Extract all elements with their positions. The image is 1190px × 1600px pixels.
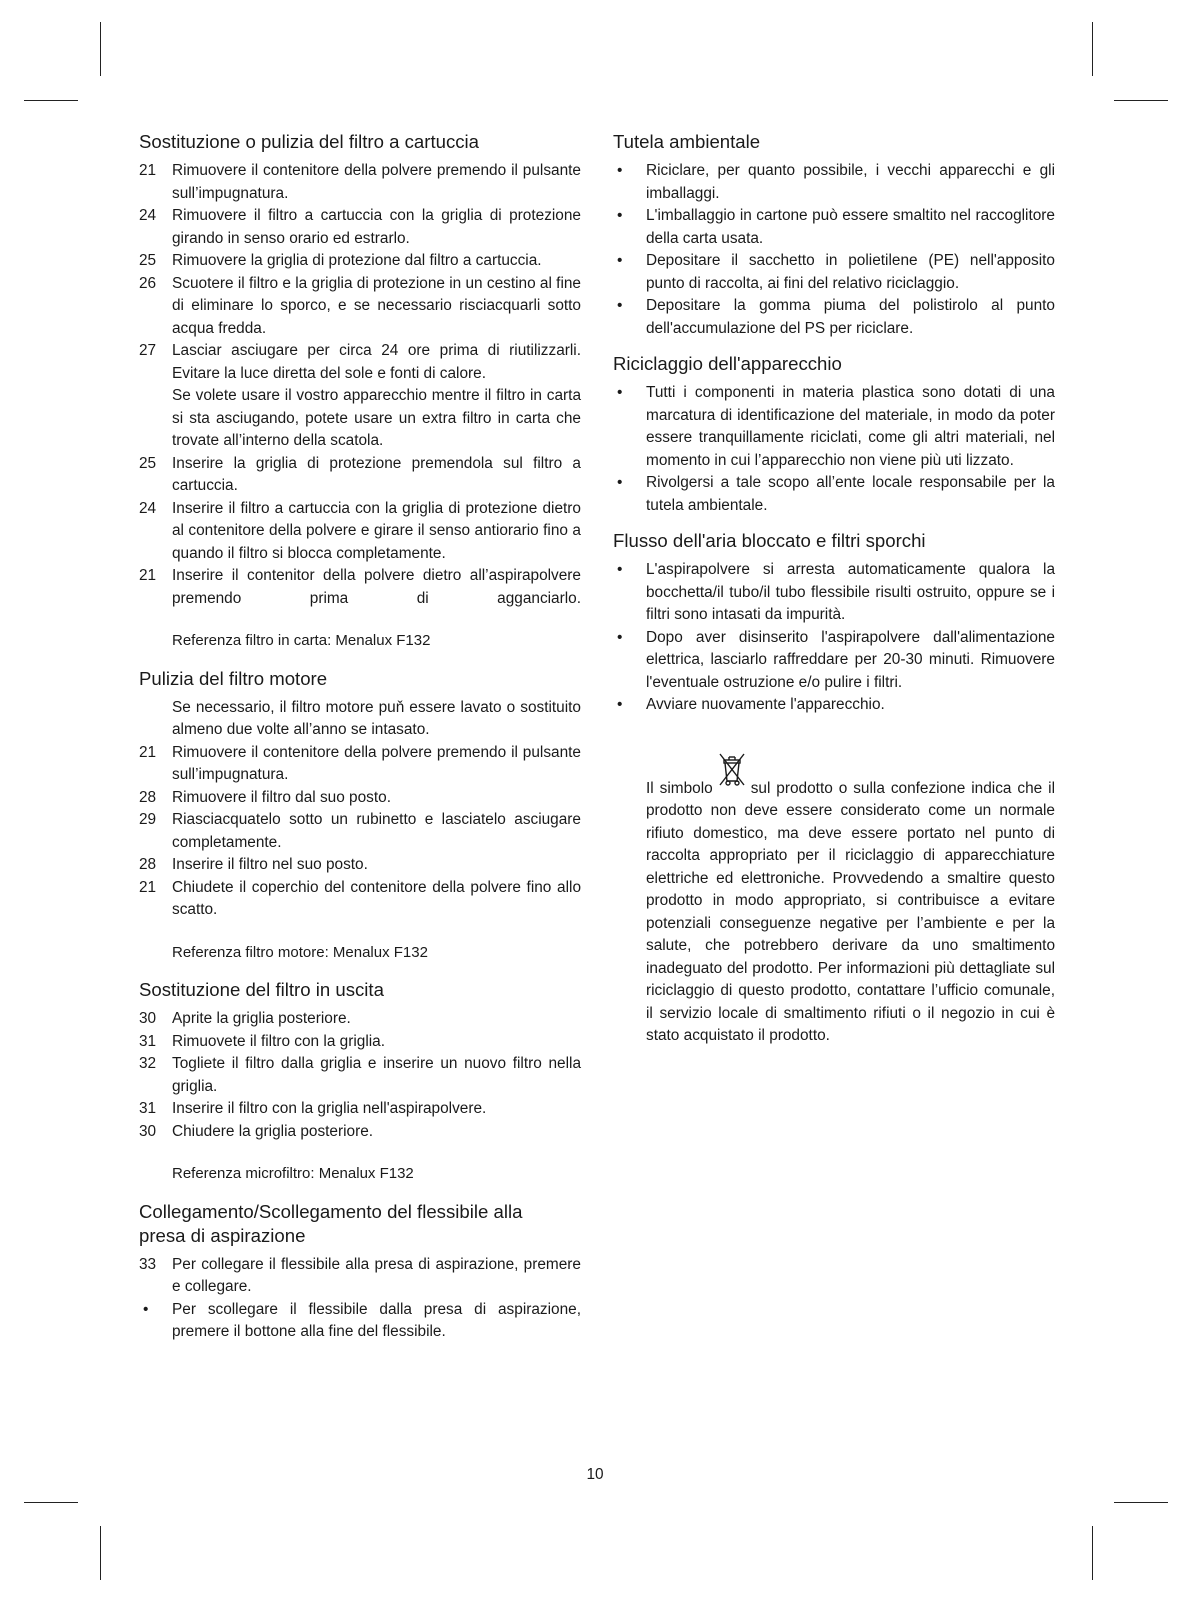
list-item (613, 160, 1055, 205)
step-text: Rimuovere il contenitore della polvere premendo il pulsante sull’impugnatura. (172, 162, 581, 202)
list-item (139, 1031, 581, 1054)
intro-text: Se necessario, il filtro motore puň essere lavato o sostituito almeno due volte all’anno se intasato. (172, 698, 581, 738)
item-text: Riciclare, per quanto possibile, i vecchi apparecchi e gli imballaggi. (646, 162, 1055, 202)
step-text: Rimuovere la griglia di protezione dal filtro a cartuccia. (172, 252, 542, 269)
item-text: Tutti i componenti in materia plastica sono dotati di una marcatura di identificazione del materiale, in modo da poter essere tranquillamente riciclati, come gli altri materiali, nel momento in cui l’apparecchio non viene più uti lizzato. (646, 384, 1055, 469)
list-item (139, 340, 581, 385)
list-item (139, 498, 581, 566)
crop-mark (100, 22, 101, 76)
step-text: Inserire il filtro nel suo posto. (172, 856, 368, 873)
list-item (139, 787, 581, 810)
weee-text-before: Il simbolo (646, 779, 713, 797)
step-text: Per collegare il flessibile alla presa di aspirazione, premere e collegare. (172, 1255, 581, 1295)
list-item (139, 160, 581, 205)
step-number: 28 (139, 856, 157, 873)
section-environment (613, 130, 1055, 340)
step-text: Inserire il contenitor della polvere dietro all’aspirapolvere premendo prima di agganciarlo. (172, 567, 581, 607)
list-item (139, 1053, 581, 1098)
step-text: Rimuovere il filtro a cartuccia con la griglia di protezione girando in senso orario ed estrarlo. (172, 207, 581, 247)
item-text: L'imballaggio in cartone può essere smaltito nel raccoglitore della carta usata. (646, 207, 1055, 247)
bullet: • (617, 162, 623, 179)
list-item (613, 205, 1055, 250)
weee-disposal-notice (613, 763, 1055, 1048)
step-number: 25 (139, 454, 157, 472)
section-title: Sostituzione del filtro in uscita (139, 979, 384, 1000)
bullet: • (617, 297, 623, 314)
section-recycling (613, 352, 1055, 517)
item-text: Depositare il sacchetto in polietilene (PE) nell'apposito punto di raccolta, ai fini del relativo riciclaggio. (646, 252, 1055, 292)
list-item (613, 250, 1055, 295)
filter-reference: Referenza microfiltro: Menalux F132 (172, 1165, 414, 1182)
bullet: • (617, 474, 623, 491)
step-text: Rimuovere il filtro dal suo posto. (172, 788, 391, 806)
list-item (139, 1121, 581, 1144)
step-number: 31 (139, 1032, 157, 1050)
crop-mark (1092, 22, 1093, 76)
item-text: Avviare nuovamente l'apparecchio. (646, 696, 885, 713)
step-number: 32 (139, 1055, 157, 1072)
list-item (613, 472, 1055, 517)
left-column (139, 130, 581, 1356)
bullet: • (617, 561, 623, 578)
item-text: Dopo aver disinserito l'aspirapolvere dall'alimentazione elettrica, lasciarlo raffreddare per 20-30 minuti. Rimuovere l'eventuale ostruzione e/o pulire i filtri. (646, 628, 1055, 691)
step-text: Riasciacquatelo sotto un rubinetto e lasciatelo asciugare completamente. (172, 811, 581, 851)
section-title: Collegamento/Scollegamento del flessibile alla presa di aspirazione (139, 1200, 523, 1246)
section-hose-connection (139, 1200, 581, 1344)
list-item (139, 453, 581, 498)
weee-text-after: sul prodotto o sulla confezione indica che il prodotto non deve essere considerato come un normale rifiuto domestico, ma deve essere portato nel punto di raccolta appropriato per il riciclaggio di apparecchiature elettriche ed elettroniche. Provvedendo a smaltire questo prodotto in modo appropriato, si contribuisce a evitare potenziali conseguenze negative per l’ambiente e per la salute, che potrebbero derivare da uno smaltimento inadeguato del prodotto. Per informazioni più dettagliate sul riciclaggio di questo prodotto, contattare l’ufficio comunale, il servizio locale di smaltimento rifiuti o il negozio in cui è stato acquistato il prodotto. (646, 779, 1055, 1044)
crop-mark (1092, 1526, 1093, 1580)
list-item (139, 809, 581, 854)
list-item (613, 559, 1055, 627)
list-item (139, 385, 581, 453)
list-item (139, 1098, 581, 1121)
bullet: • (617, 384, 623, 401)
crop-mark (1114, 1502, 1168, 1503)
section-title: Riciclaggio dell'apparecchio (613, 353, 842, 374)
step-text: Inserire il filtro a cartuccia con la griglia di protezione dietro al contenitore della polvere e girare il senso antiorario fino a quando il filtro si blocca completamente. (172, 499, 581, 562)
step-number: 30 (139, 1010, 157, 1027)
step-number: 21 (139, 743, 157, 761)
bullet: • (143, 1300, 149, 1318)
step-text: Lasciar asciugare per circa 24 ore prima di riutilizzarli. Evitare la luce diretta del sole e fonti di calore. (172, 342, 581, 382)
step-text: Chiudete il coperchio del contenitore della polvere fino allo scatto. (172, 878, 581, 918)
section-title: Sostituzione o pulizia del filtro a cartuccia (139, 131, 480, 152)
list-item (613, 627, 1055, 695)
bullet: • (617, 207, 623, 224)
bullet: • (617, 628, 623, 646)
step-number: 24 (139, 207, 157, 224)
list-item (139, 250, 581, 273)
section-title: Pulizia del filtro motore (139, 667, 328, 689)
filter-reference: Referenza filtro in carta: Menalux F132 (172, 632, 431, 649)
section-title: Flusso dell'aria bloccato e filtri sporchi (613, 530, 926, 551)
section-exhaust-filter (139, 978, 581, 1186)
step-number: 28 (139, 788, 157, 806)
list-item (613, 382, 1055, 472)
step-number: 27 (139, 342, 157, 359)
step-text: Scuotere il filtro e la griglia di protezione in un cestino al fine di eliminare lo sporco, e se necessario risciacquarli sotto acqua fredda. (172, 274, 581, 337)
step-text: Aprite la griglia posteriore. (172, 1010, 351, 1027)
step-number: 25 (139, 252, 157, 269)
bullet: • (617, 696, 623, 713)
item-text: L'aspirapolvere si arresta automaticamente qualora la bocchetta/il tubo/il tubo flessibile risulti ostruito, oppure se i filtri sono intasati da impurità. (646, 561, 1055, 623)
section-cartridge-filter (139, 130, 581, 653)
step-text: Se volete usare il vostro apparecchio mentre il filtro in carta si sta asciugando, potete usare un extra filtro in carta che trovate all’interno della scatola. (172, 387, 581, 449)
list-item (139, 1008, 581, 1031)
crossed-out-wheelie-bin-icon (717, 751, 747, 787)
crop-mark (100, 1526, 101, 1580)
crop-mark (24, 1502, 78, 1503)
list-item (139, 854, 581, 877)
item-text: Depositare la gomma piuma del polistirolo al punto dell'accumulazione del PS per riciclare. (646, 297, 1055, 337)
list-item (613, 295, 1055, 340)
item-text: Rivolgersi a tale scopo all’ente locale responsabile per la tutela ambientale. (646, 474, 1055, 514)
list-item (139, 273, 581, 341)
list-item (139, 205, 581, 250)
step-number: 26 (139, 274, 157, 292)
filter-reference: Referenza filtro motore: Menalux F132 (172, 943, 428, 961)
page-number: 10 (586, 1466, 604, 1483)
section-airflow-blocked (613, 529, 1055, 717)
step-text: Togliete il filtro dalla griglia e inserire un nuovo filtro nella griglia. (172, 1055, 581, 1095)
list-item (139, 877, 581, 922)
bullet: • (617, 252, 623, 269)
right-column (613, 130, 1055, 1048)
step-number: 29 (139, 811, 157, 828)
crop-mark (1114, 100, 1168, 101)
step-number: 21 (139, 878, 157, 896)
step-text: Rimuovete il filtro con la griglia. (172, 1032, 385, 1050)
step-number: 30 (139, 1122, 157, 1140)
step-number: 31 (139, 1100, 157, 1117)
section-motor-filter (139, 667, 581, 965)
section-title: Tutela ambientale (613, 131, 761, 152)
list-item (139, 565, 581, 610)
list-item (139, 742, 581, 787)
step-number: 21 (139, 162, 157, 179)
list-item (139, 1254, 581, 1299)
step-number: 21 (139, 567, 157, 584)
step-number: 33 (139, 1255, 157, 1273)
crop-mark (24, 100, 78, 101)
step-text: Per scollegare il flessibile dalla presa di aspirazione, premere il bottone alla fine del flessibile. (172, 1300, 581, 1340)
step-text: Chiudere la griglia posteriore. (172, 1122, 374, 1140)
step-text: Rimuovere il contenitore della polvere premendo il pulsante sull’impugnatura. (172, 743, 581, 783)
step-number: 24 (139, 499, 157, 517)
list-item (613, 694, 1055, 717)
step-text: Inserire il filtro con la griglia nell'aspirapolvere. (172, 1100, 487, 1117)
list-item (139, 1299, 581, 1344)
step-text: Inserire la griglia di protezione premendola sul filtro a cartuccia. (172, 454, 581, 494)
